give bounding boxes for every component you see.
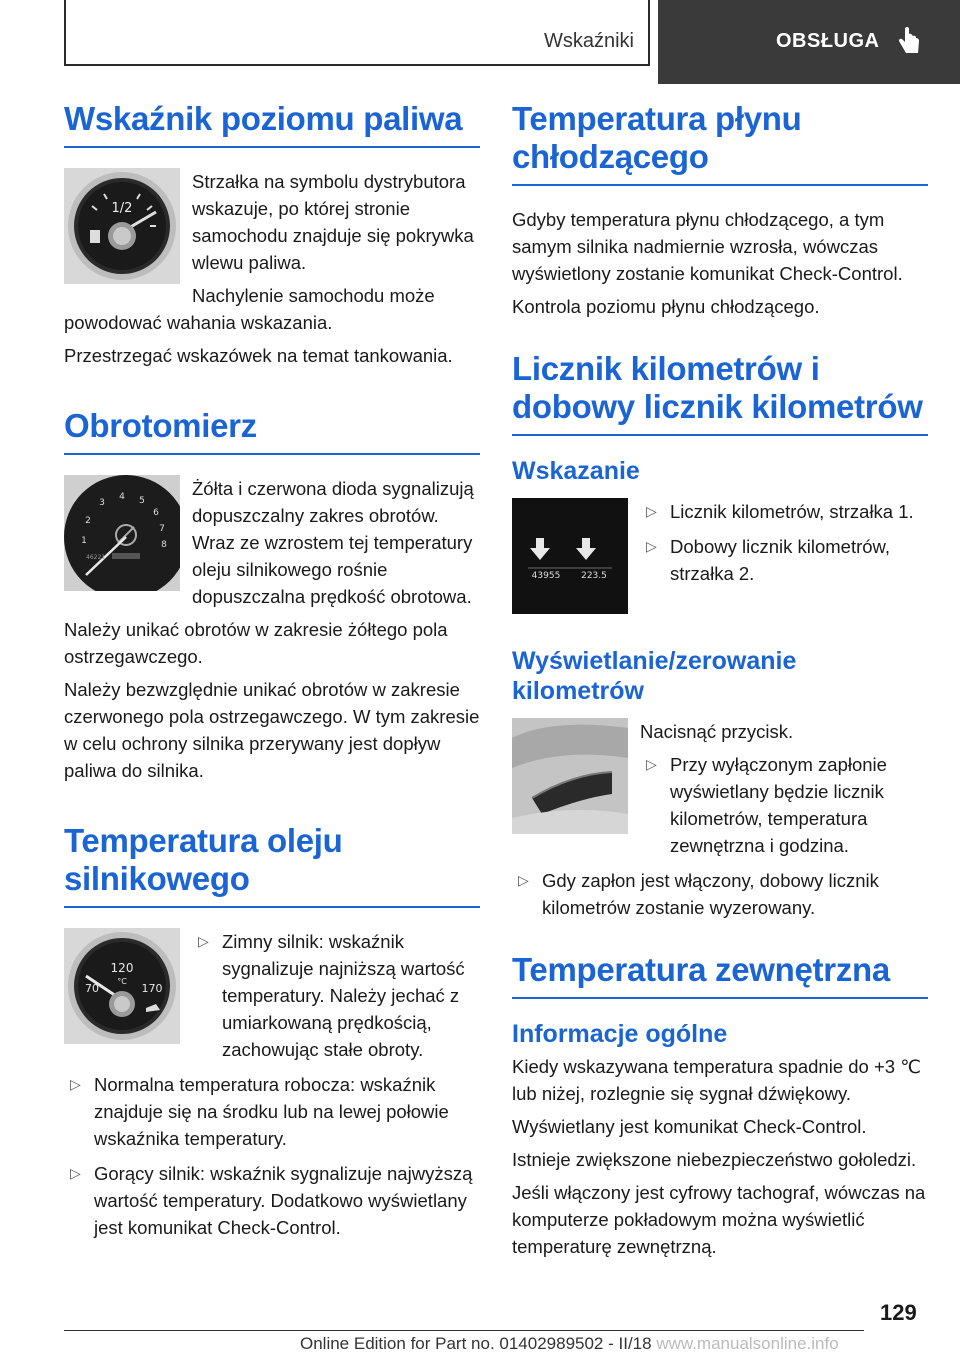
oil-list-1 bbox=[192, 928, 480, 1063]
arrow-2-label: 2 bbox=[598, 541, 608, 556]
oil-list-2 bbox=[64, 1071, 480, 1241]
coolant-title: Temperatura płynu chłodzącego bbox=[512, 100, 928, 186]
tacho-tick: 3 bbox=[99, 498, 105, 508]
arrow-1-label: 1 bbox=[552, 541, 562, 556]
oil-gauge-mid: 120 bbox=[110, 961, 134, 975]
coolant-section bbox=[512, 100, 928, 320]
odometer-section bbox=[512, 350, 928, 921]
fuel-p1: Strzałka na symbolu dystrybutora wskazuje, po której stronie samochodu znajduje się pokrywka wlewu paliwa. bbox=[192, 171, 474, 273]
reset-button-image bbox=[512, 718, 628, 834]
outside-title: Temperatura zewnętrzna bbox=[512, 951, 928, 999]
odo-trip: 223.5 bbox=[581, 571, 607, 581]
tacho-p1: Żółta i czerwona dioda sygnalizują dopuszczalny zakres obrotów. Wraz ze wzrostem tej temperatury oleju silnikowego rośnie dopuszczalna prędkość obrotowa. bbox=[192, 478, 474, 607]
oil-title: Temperatura oleju silnikowego bbox=[64, 822, 480, 908]
right-column bbox=[512, 100, 928, 1298]
odometer-press: Nacisnąć przycisk. bbox=[640, 721, 794, 742]
odometer-list-3 bbox=[512, 867, 928, 921]
footer-edition bbox=[300, 1334, 839, 1354]
odometer-sub1: Wskazanie bbox=[512, 457, 640, 485]
odometer-list-2 bbox=[640, 751, 928, 859]
page-number: 129 bbox=[880, 1300, 917, 1325]
fuel-p2: Nachylenie samochodu może powodować wahania wskazania. bbox=[64, 285, 435, 333]
outside-p1: Kiedy wskazywana temperatura spadnie do +3 ℃ lub niżej, rozlegnie się sygnał dźwiękowy. bbox=[512, 1056, 921, 1104]
triangle-bullet-icon: ▷ bbox=[198, 933, 209, 949]
oil-section bbox=[64, 822, 480, 1241]
outside-p4: Jeśli włączony jest cyfrowy tachograf, wówczas na komputerze pokładowym można wyświetlić temperaturę zewnętrzną. bbox=[512, 1182, 926, 1257]
footer-edition-text: Online Edition for Part no. 01402989502 - II/18 bbox=[300, 1334, 652, 1353]
odometer-display-image bbox=[512, 498, 628, 614]
oil-gauge-min: 70 bbox=[85, 982, 99, 995]
outside-sub: Informacje ogólne bbox=[512, 1020, 728, 1048]
triangle-bullet-icon: ▷ bbox=[646, 538, 657, 554]
header-tab-label: OBSŁUGA bbox=[776, 30, 880, 52]
oil-gauge-max: 170 bbox=[141, 982, 163, 995]
tacho-tick: 8 bbox=[161, 540, 167, 550]
odometer-sub2: Wyświetlanie/zerowanie kilometrów bbox=[512, 647, 797, 705]
list-item: ▷ Licznik kilometrów, strzałka 1. bbox=[640, 498, 928, 525]
triangle-bullet-icon: ▷ bbox=[518, 872, 529, 888]
triangle-bullet-icon: ▷ bbox=[70, 1076, 81, 1092]
tacho-tick: 1 bbox=[81, 536, 87, 546]
tacho-tick: 2 bbox=[85, 516, 91, 526]
oil-temp-gauge-image bbox=[64, 928, 180, 1044]
list-item: ▷ Dobowy licznik kilometrów, strzałka 2. bbox=[640, 533, 928, 587]
fuel-section bbox=[64, 100, 480, 369]
outside-temp-section bbox=[512, 951, 928, 1260]
header-box bbox=[64, 0, 650, 66]
tachometer-image bbox=[64, 475, 180, 591]
fuel-p3: Przestrzegać wskazówek na temat tankowania. bbox=[64, 345, 453, 366]
triangle-bullet-icon: ▷ bbox=[646, 503, 657, 519]
tacho-section bbox=[64, 407, 480, 784]
triangle-bullet-icon: ▷ bbox=[646, 756, 657, 772]
fuel-title: Wskaźnik poziomu paliwa bbox=[64, 100, 480, 148]
tacho-tick: 7 bbox=[159, 524, 165, 534]
hand-pointing-icon bbox=[896, 26, 922, 56]
oil-gauge-unit: °C bbox=[117, 977, 127, 986]
tacho-odo: 46221 bbox=[86, 554, 106, 561]
odo-total: 43955 bbox=[531, 571, 561, 581]
footer-divider bbox=[64, 1330, 864, 1331]
tacho-tick: 4 bbox=[119, 492, 125, 502]
fuel-gauge-image bbox=[64, 168, 180, 284]
list-item: ▷ Gorący silnik: wskaźnik sygnalizuje najwyższą wartość temperatury. Dodatkowo wyświetlany jest komunikat Check-Control. bbox=[64, 1160, 480, 1241]
outside-p3: Istnieje zwiększone niebezpieczeństwo gołoledzi. bbox=[512, 1149, 917, 1170]
header-section-title: Wskaźniki bbox=[543, 30, 634, 52]
coolant-p2: Kontrola poziomu płynu chłodzącego. bbox=[512, 296, 820, 317]
list-item: ▷ Przy wyłączonym zapłonie wyświetlany będzie licznik kilometrów, temperatura zewnętrzna i godzina. bbox=[640, 751, 928, 859]
odometer-list bbox=[640, 498, 928, 587]
footer-watermark: www.manualsonline.info bbox=[656, 1334, 839, 1353]
tacho-title: Obrotomierz bbox=[64, 407, 480, 455]
list-item: ▷ Gdy zapłon jest włączony, dobowy licznik kilometrów zostanie wyzerowany. bbox=[512, 867, 928, 921]
list-item: ▷ Normalna temperatura robocza: wskaźnik znajduje się na środku lub na lewej połowie wskaźnika temperatury. bbox=[64, 1071, 480, 1152]
coolant-p1: Gdyby temperatura płynu chłodzącego, a tym samym silnika nadmiernie wzrosła, wówczas wyświetlony zostanie komunikat Check-Control. bbox=[512, 209, 903, 284]
list-item: ▷ Zimny silnik: wskaźnik sygnalizuje najniższą wartość temperatury. Należy jechać z umiarkowaną prędkością, zachowując stałe obroty. bbox=[192, 928, 480, 1063]
odometer-title: Licznik kilometrów i dobowy licznik kilometrów bbox=[512, 350, 928, 436]
triangle-bullet-icon: ▷ bbox=[70, 1165, 81, 1181]
left-column bbox=[64, 100, 480, 1279]
tacho-tick: 6 bbox=[153, 508, 159, 518]
tacho-p2: Należy unikać obrotów w zakresie żółtego pola ostrzegawczego. bbox=[64, 619, 448, 667]
tacho-tick: 5 bbox=[139, 496, 145, 506]
outside-p2: Wyświetlany jest komunikat Check-Control. bbox=[512, 1116, 867, 1137]
fuel-gauge-label: 1/2 bbox=[111, 201, 133, 216]
tacho-p3: Należy bezwzględnie unikać obrotów w zakresie czerwonego pola ostrzegawczego. W tym zakresie w celu ochrony silnika przerywany jest dopływ paliwa do silnika. bbox=[64, 679, 480, 781]
